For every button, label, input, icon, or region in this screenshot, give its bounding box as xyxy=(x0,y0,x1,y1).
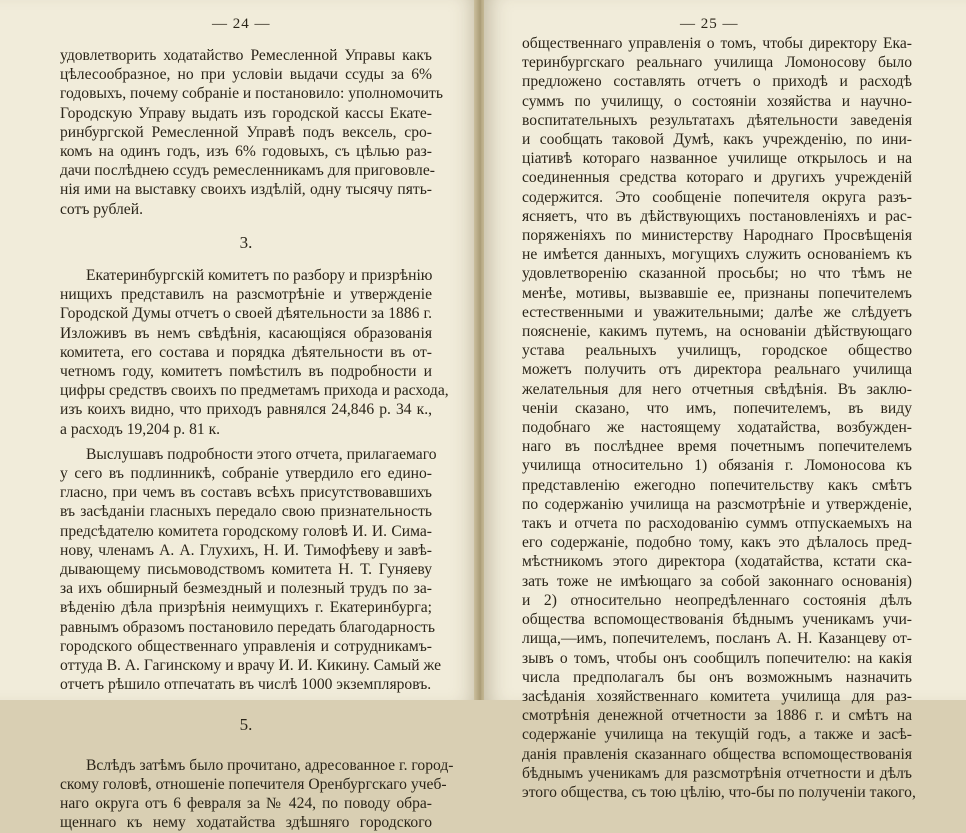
text-line: не имѣется данныхъ, могущихъ служить основаніемъ къ xyxy=(522,246,912,264)
text-line: общественнаго управленія о томъ, чтобы директору Ека- xyxy=(522,35,912,52)
text-line: желательныя для него отчетныя свѣдѣнія. Въ заклю- xyxy=(522,380,912,398)
right-page-text xyxy=(522,34,916,802)
text-line: Вслѣдъ затѣмъ было прочитано, адресованное г. город- xyxy=(86,756,454,774)
text-line: оттуда В. А. Гагинскому и врачу И. И. Кикину. Самый же xyxy=(60,657,442,675)
text-line: и 2) относительно неопредѣленнаго состоянія дѣлъ xyxy=(522,591,912,609)
text-line: дачи послѣднею ссудъ ремесленникамъ для пригововле- xyxy=(60,162,435,180)
text-line: ченіи сказано, что имъ, попечителемъ, въ виду xyxy=(522,399,912,417)
text-line: лища,—имъ, попечителемъ, посланъ А. Н. Казанцеву от- xyxy=(522,630,912,648)
text-line: смотрѣнія денежной отчетности за 1886 г. и смѣтъ на xyxy=(522,707,912,725)
text-line: можетъ получить отъ директора реальнаго училища xyxy=(522,361,912,379)
text-line: представленію ежегодно попечительству какъ смѣтъ xyxy=(522,476,912,494)
text-line: предсѣдателю комитета городскому головѣ И. И. Сима- xyxy=(60,522,432,540)
text-line: естественными и уважительными; далѣе же слѣдуетъ xyxy=(522,303,912,321)
text-line: городского общественнаго управленія и сотрудникамъ- xyxy=(60,637,432,655)
text-line: нищихъ представилъ на разсмотрѣніе и утвержденіе xyxy=(60,286,432,304)
text-line: цѣлесообразное, но при условіи выдачи ссуды за 6% xyxy=(60,66,432,84)
text-line: отчетъ рѣшило отпечатать въ числѣ 1000 экземпляровъ. xyxy=(60,676,432,694)
text-line: Изложивъ въ немъ свѣдѣнія, касающіяся образованія xyxy=(60,324,432,342)
text-line: удовлетворить ходатайство Ремесленной Управы какъ xyxy=(60,47,432,64)
text-line: по содержанію училища на разсмотрѣніе и утвержденіе, xyxy=(522,495,912,513)
paragraph-block2 xyxy=(60,266,449,439)
text-line: числа предполагалъ бы онъ возможнымъ назначить xyxy=(522,668,912,686)
text-line: дывающему письмоводствомъ комитета Н. Т. Гуняеву xyxy=(60,561,432,579)
text-line: годовыхъ, почему собраніе и постановило: уполномочить xyxy=(60,85,443,103)
text-line: соединенныя средства котораго и другихъ учрежденій xyxy=(522,169,912,187)
text-line: Городскую Управу выдать изъ городской кассы Екате- xyxy=(60,104,432,122)
text-line: общества вспомоществованія бѣднымъ ученикамъ учи- xyxy=(522,611,912,629)
text-line: за ихъ обширный безмездный и полезный трудъ по за- xyxy=(60,580,432,598)
text-line: поясненіе, какимъ путемъ, на основаніи дѣйствующаго xyxy=(522,323,912,341)
text-line: этого общества, съ тою цѣлію, что-бы по полученіи такого, xyxy=(522,783,916,801)
text-line: и сообщать таковой Думѣ, какъ учрежденію, по ини- xyxy=(522,131,912,149)
text-line: мѣстникомъ этого директора (ходатайства, кстати ска- xyxy=(522,553,912,571)
text-line: наго округа отъ 6 февраля за № 424, по поводу обра- xyxy=(60,795,432,813)
text-line: поряженіяхъ по министерству Народнаго Просвѣщенія xyxy=(522,227,912,245)
text-line: изъ коихъ видно, что приходъ равнялся 24,846 р. 34 к., xyxy=(60,401,432,419)
text-line: комитета, его состава и порядка дѣятельности въ от- xyxy=(60,343,432,361)
text-line: устава реальныхъ училищъ, городское общество xyxy=(522,342,912,360)
page-number-right: — 25 — xyxy=(680,16,739,32)
paragraph-block1 xyxy=(60,46,443,219)
right-page xyxy=(484,0,966,801)
text-line: у сего въ подлинникѣ, собраніе утвердило его едино- xyxy=(60,465,432,483)
text-line: менѣе, мотивы, вызвавшіе ее, признаны попечителемъ xyxy=(522,284,912,302)
text-line: ціативѣ котораго названное училище открылось и на xyxy=(522,150,912,168)
left-page-text xyxy=(60,46,454,833)
text-line: училища относительно 1) обязанія г. Ломоносова къ xyxy=(522,457,912,475)
text-line: содержится. Это сообщеніе попечителя округа разъ- xyxy=(522,188,912,206)
text-line: такъ и отчета по расходованію суммъ отпускаемыхъ на xyxy=(522,515,912,533)
text-line: подобнаго же настоящему ходатайства, возбужден- xyxy=(522,419,912,437)
text-line: предложено составлять отчетъ о приходѣ и расходѣ xyxy=(522,73,912,91)
paragraph-block3 xyxy=(60,445,442,695)
text-line: сотъ рублей. xyxy=(60,200,143,218)
page-number-left: — 24 — xyxy=(212,16,271,32)
section-number-3: 3. xyxy=(239,232,253,252)
paragraph-right xyxy=(522,34,916,802)
text-line: четномъ году, комитетъ помѣстилъ въ подробности и xyxy=(60,363,432,381)
text-line: содержаніе училища на текущій годъ, а также и засѣ- xyxy=(522,726,912,744)
text-line: воспитательныхъ результатахъ дѣятельности заведенія xyxy=(522,111,912,129)
text-line: Екатеринбургскій комитетъ по разбору и призрѣнію xyxy=(86,267,433,285)
text-line: скому головѣ, отношеніе попечителя Оренбургскаго учеб- xyxy=(60,775,447,793)
paragraph-block4 xyxy=(60,756,454,833)
text-line: Выслушавъ подробности этого отчета, прилагаемаго xyxy=(86,445,437,463)
text-line: теринбургскаго реальнаго училища Ломоносову было xyxy=(522,54,912,72)
text-line: комъ на одинъ годъ, изъ 6% годовыхъ, съ цѣлью раз- xyxy=(60,143,432,161)
text-line: ясняетъ, что въ дѣйствующихъ постановленіяхъ и рас- xyxy=(522,207,912,225)
text-line: нову, членамъ А. А. Глухихъ, Н. И. Тимофѣеву и завѣ- xyxy=(60,541,432,559)
text-line: удовлетворенію сказанной просьбы; но что тѣмъ не xyxy=(522,265,912,283)
text-line: суммъ по училищу, о состояніи хозяйства и научно- xyxy=(522,92,912,110)
text-line: зывъ о томъ, чтобы онъ сообщилъ попечителю: на какія xyxy=(522,649,912,667)
left-page xyxy=(0,0,478,832)
section-number-5: 5. xyxy=(239,714,253,734)
text-line: бѣднымъ ученикамъ для разсмотрѣнія отчетности и дѣлъ xyxy=(522,764,912,782)
text-line: его содержаніе, подобно тому, какъ это дѣлалось пред- xyxy=(522,534,912,552)
text-line: зать тоже не имѣющаго за собой законнаго основанія) xyxy=(522,572,912,590)
text-line: засѣданія хозяйственнаго комитета училища для раз- xyxy=(522,687,912,705)
text-line: а расходъ 19,204 р. 81 к. xyxy=(60,420,221,438)
text-line: въ засѣданіи гласныхъ передало свою признательность xyxy=(60,503,432,521)
text-line: наго въ послѣднее время почетнымъ попечителемъ xyxy=(522,438,912,456)
text-line: гласно, при чемъ въ составъ всѣхъ присутствовавшихъ xyxy=(60,484,432,502)
text-line: Городской Думы отчетъ о своей дѣятельности за 1886 г. xyxy=(60,305,432,323)
text-line: нія ими на выставку своихъ издѣлій, одну тысячу пять- xyxy=(60,181,432,199)
text-line: вѣденію дѣла призрѣнія неимущихъ г. Екатеринбурга; xyxy=(60,599,432,617)
text-line: щеннаго къ нему ходатайства здѣшняго городского xyxy=(60,814,432,832)
text-line: данія правленія сказаннаго общества вспомоществованія xyxy=(522,745,912,763)
text-line: равнымъ образомъ постановило передать благодарность xyxy=(60,618,435,636)
text-line: цифры средствъ своихъ по предметамъ прихода и расхода, xyxy=(60,382,449,400)
text-line: ринбургской Ремесленной Управѣ подъ вексель, сро- xyxy=(60,123,432,141)
